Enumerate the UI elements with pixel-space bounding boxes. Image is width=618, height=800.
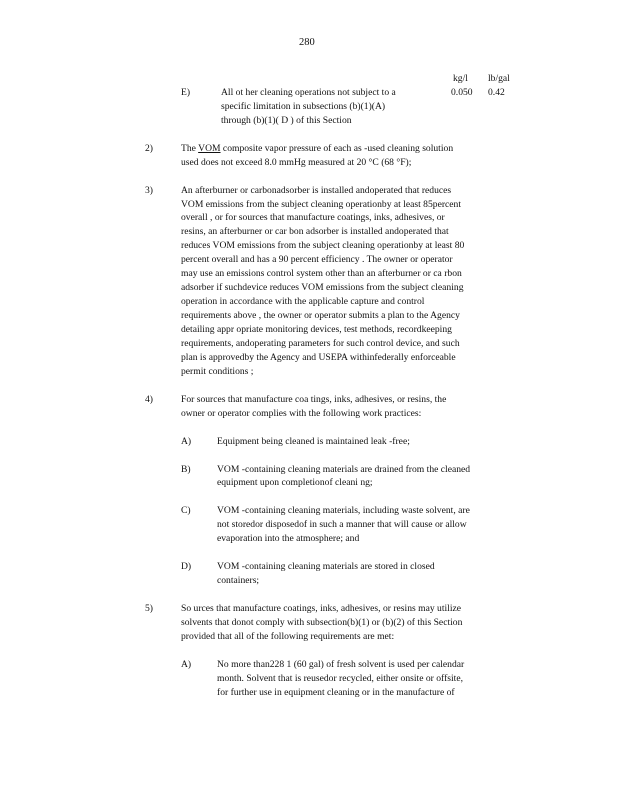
- item-5a-label: A): [181, 659, 192, 670]
- item-3-line: resins, an afterburner or car bon adsorber is installed andoperated that: [181, 226, 449, 237]
- item-e-line: through (b)(1)( D ) of this Section: [221, 115, 352, 126]
- item-5-label: 5): [145, 603, 153, 614]
- item-4b-line: equipment upon completionof cleani ng;: [217, 477, 373, 488]
- item-2-lead: The: [181, 143, 199, 154]
- item-3-line: detailing appr opriate monitoring devices, test methods, recordkeeping: [181, 324, 452, 335]
- item-2-vom-underlined: VOM: [198, 143, 221, 154]
- item-e-label: E): [181, 87, 191, 98]
- item-5a-line: for further use in equipment cleaning or in the manufacture of: [217, 687, 455, 698]
- item-4d-line: containers;: [217, 575, 260, 586]
- item-4-line: For sources that manufacture coa tings, inks, adhesives, or resins, the: [181, 394, 447, 405]
- item-4a-line: Equipment being cleaned is maintained leak -free;: [217, 436, 410, 447]
- item-5-line: provided that all of the following requirements are met:: [181, 631, 395, 642]
- item-2-line: [181, 143, 453, 155]
- item-5a-line: month. Solvent that is reusedor recycled, either onsite or offsite,: [217, 673, 463, 684]
- item-4-label: 4): [145, 394, 153, 405]
- item-3-line: percent overall and has a 90 percent efficiency . The owner or operator: [181, 254, 453, 265]
- page-number: 280: [299, 37, 315, 48]
- item-4-line: owner or operator complies with the following work practices:: [181, 408, 422, 419]
- item-3-line: requirements above , the owner or operator submits a plan to the Agency: [181, 310, 460, 321]
- unit-header-kg-per-l: kg/l: [453, 73, 468, 84]
- item-2-line: used does not exceed 8.0 mmHg measured at 20 °C (68 °F);: [181, 157, 412, 168]
- item-4a-label: A): [181, 436, 192, 447]
- item-e-line: specific limitation in subsections (b)(1)(A): [221, 101, 386, 112]
- item-4b-label: B): [181, 464, 191, 475]
- item-2-line-rest: composite vapor pressure of each as -used cleaning solution: [220, 143, 454, 154]
- item-4c-label: C): [181, 505, 191, 516]
- unit-header-lb-per-gal: lb/gal: [488, 73, 510, 84]
- item-3-line: may use an emissions control system other than an afterburner or ca rbon: [181, 268, 462, 279]
- item-5a-line: No more than228 1 (60 gal) of fresh solvent is used per calendar: [217, 659, 465, 670]
- item-3-label: 3): [145, 185, 153, 196]
- item-4d-label: D): [181, 561, 192, 572]
- item-3-line: permit conditions ;: [181, 366, 254, 377]
- item-5-line: So urces that manufacture coatings, inks, adhesives, or resins may utilize: [181, 603, 462, 614]
- item-4d-line: VOM -containing cleaning materials are stored in closed: [217, 561, 435, 572]
- item-3-line: An afterburner or carbonadsorber is installed andoperated that reduces: [181, 185, 452, 196]
- item-e-line: All ot her cleaning operations not subject to a: [221, 87, 396, 98]
- item-3-line: plan is approvedby the Agency and USEPA withinfederally enforceable: [181, 352, 456, 363]
- item-3-line: operation in accordance with the applicable capture and control: [181, 296, 425, 307]
- item-e-value-kg: 0.050: [451, 87, 473, 98]
- item-3-line: requirements, andoperating parameters for such control device, and such: [181, 338, 460, 349]
- item-4c-line: evaporation into the atmosphere; and: [217, 533, 360, 544]
- item-3-line: VOM emissions from the subject cleaning operationby at least 85percent: [181, 199, 462, 210]
- item-4b-line: VOM -containing cleaning materials are drained from the cleaned: [217, 464, 471, 475]
- item-3-line: reduces VOM emissions from the subject cleaning operationby at least 80: [181, 240, 465, 251]
- item-4c-line: VOM -containing cleaning materials, including waste solvent, are: [217, 505, 470, 516]
- item-4c-line: not storedor disposedof in such a manner that will cause or allow: [217, 519, 467, 530]
- item-5-line: solvents that donot comply with subsection(b)(1) or (b)(2) of this Section: [181, 617, 463, 628]
- item-3-line: overall , or for sources that manufacture coatings, inks, adhesives, or: [181, 212, 445, 223]
- item-3-line: adsorber if suchdevice reduces VOM emissions from the subject cleaning: [181, 282, 464, 293]
- item-e-value-lb: 0.42: [488, 87, 505, 98]
- item-2-label: 2): [145, 143, 153, 154]
